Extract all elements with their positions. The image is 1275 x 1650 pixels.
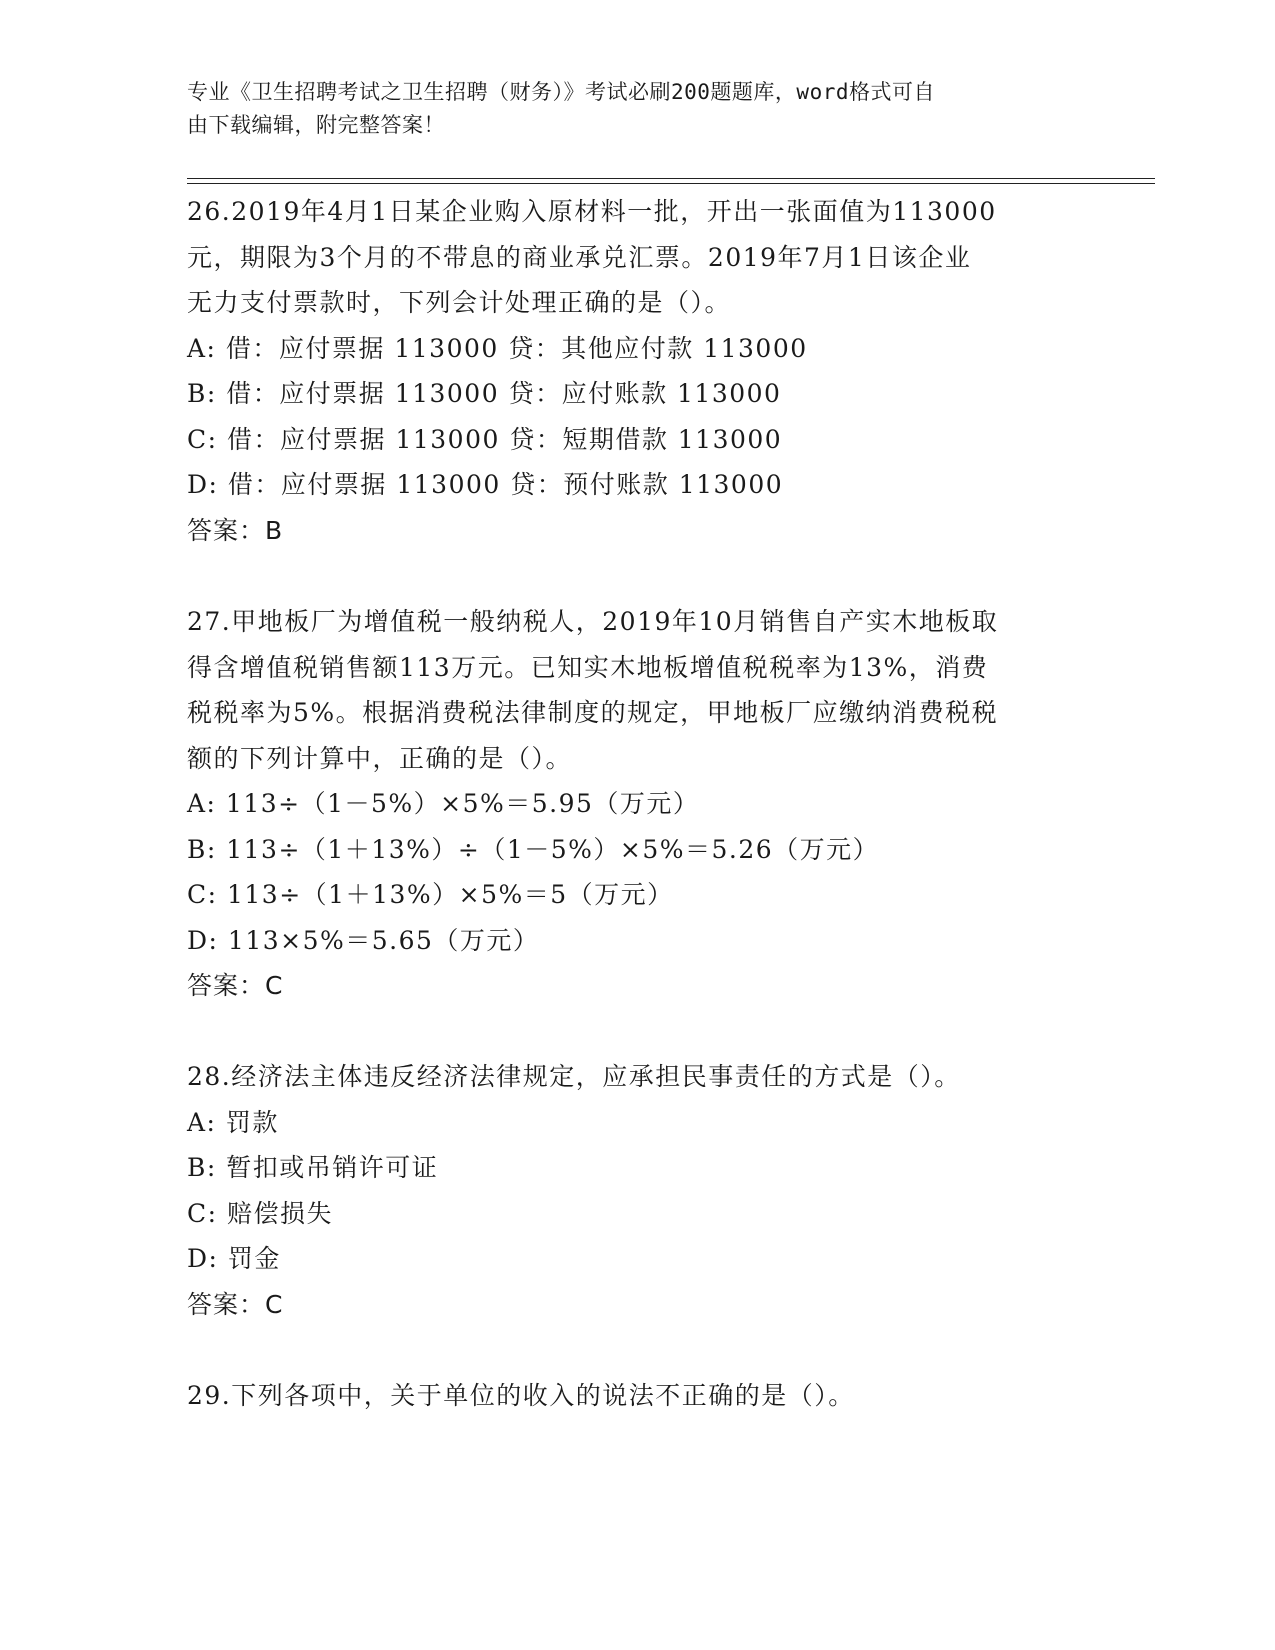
question-text-line: 税税率为5%。根据消费税法律制度的规定，甲地板厂应缴纳消费税税 [187,698,999,727]
option-d: D: 借：应付票据 113000 贷：预付账款 113000 [187,470,784,499]
question-29 [187,1373,1087,1419]
question-text-line: 得含增值税销售额113万元。已知实木地板增值税税率为13%，消费 [187,652,989,682]
header-divider-bottom [187,183,1155,184]
question-text-line: 额的下列计算中，正确的是（）。 [187,743,573,773]
answer: 答案：C [187,971,284,1000]
document-header [187,76,1067,142]
option-d: D: 罚金 [187,1244,281,1273]
option-a: A: 借：应付票据 113000 贷：其他应付款 113000 [187,333,808,363]
answer: 答案：C [187,1289,284,1319]
answer: 答案：B [187,515,284,545]
option-a: A: 罚款 [187,1107,279,1137]
header-line: 专业《卫生招聘考试之卫生招聘（财务）》考试必刷200题题库，word格式可自 [187,80,935,104]
option-b: B: 借：应付票据 113000 贷：应付账款 113000 [187,379,782,408]
header-divider-top [187,178,1155,179]
question-text-line: 元，期限为3个月的不带息的商业承兑汇票。2019年7月1日该企业 [187,242,972,272]
option-a: A: 113÷（1－5%）×5%＝5.95（万元） [187,789,700,818]
option-b: B: 113÷（1＋13%）÷（1－5%）×5%＝5.26（万元） [187,834,880,864]
question-text-line: 无力支付票款时，下列会计处理正确的是（）。 [187,288,732,317]
option-c: C: 113÷（1＋13%）×5%＝5（万元） [187,880,674,909]
question-text-line: 28.经济法主体违反经济法律规定，应承担民事责任的方式是（）。 [187,1062,961,1091]
question-text-line: 27.甲地板厂为增值税一般纳税人，2019年10月销售自产实木地板取 [187,607,999,636]
option-c: C: 借：应付票据 113000 贷：短期借款 113000 [187,424,783,454]
question-26 [187,189,1087,553]
question-text-line: 29.下列各项中，关于单位的收入的说法不正确的是（）。 [187,1381,855,1410]
option-d: D: 113×5%＝5.65（万元） [187,925,540,955]
question-27 [187,599,1087,1009]
option-c: C: 赔偿损失 [187,1198,333,1228]
question-text-line: 26.2019年4月1日某企业购入原材料一批，开出一张面值为113000 [187,197,997,226]
option-b: B: 暂扣或吊销许可证 [187,1153,439,1182]
question-28 [187,1054,1087,1327]
header-line: 由下载编辑，附完整答案！ [187,113,445,137]
